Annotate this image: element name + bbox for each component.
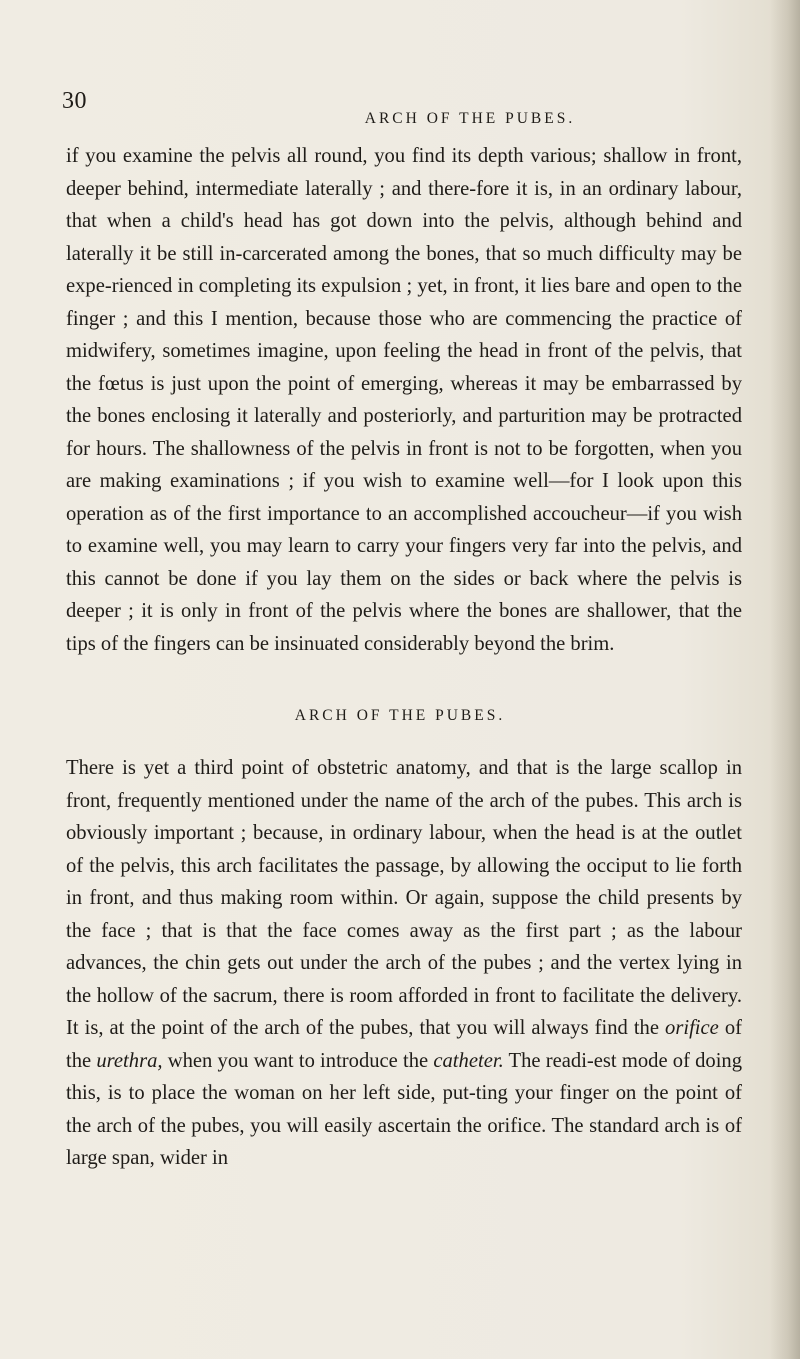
page-number: 30 — [62, 88, 87, 114]
paragraph-arch-of-pubes — [66, 752, 742, 1175]
page-edge-shadow — [770, 0, 800, 1359]
paragraph-continued: if you examine the pelvis all round, you find its depth various; shallow in front, deeper behind, intermediate laterally ; and there-fore it is, in an ordinary labour, that when a child's head has got down into the pelvis, although behind and laterally it be still in-carcerated among the bones, that so much difficulty may be expe-rienced in completing its expulsion ; yet, in front, it lies bare and open to the finger ; and this I mention, because those who are commencing the practice of midwifery, sometimes imagine, upon feeling the head in front of the pelvis, that the fœtus is just upon the point of emerging, whereas it may be embarrassed by the bones enclosing it laterally and posteriorly, and parturition may be protracted for hours. The shallowness of the pelvis in front is not to be forgotten, when you are making examinations ; if you wish to examine well—for I look upon this operation as of the first importance to an accomplished accoucheur—if you wish to examine well, you may learn to carry your fingers very far into the pelvis, and this cannot be done if you lay them on the sides or back where the pelvis is deeper ; it is only in front of the pelvis where the bones are shallower, that the tips of the fingers can be insinuated considerably beyond the brim. — [66, 145, 742, 655]
section-heading: ARCH OF THE PUBES. — [294, 707, 506, 724]
paragraph-text: There is yet a third point of obstetric anatomy, and that is the large scallop in front, frequently mentioned under the name of the arch of the pubes. This arch is obviously important ; because, in ordinary labour, when the head is at the outlet of the pelvis, this arch facilitates the passage, by allowing the occiput to lie forth in front, and thus making room within. Or again, suppose the child presents by the face ; that is that the face comes away as the first part ; as the labour advances, the chin gets out under the arch of the pubes ; and the vertex lying in the hollow of the sacrum, there is room afforded in front to facilitate the delivery. It is, at the point of the arch of the pubes, that you will always find the — [66, 757, 742, 1039]
running-head: ARCH OF THE PUBES. — [364, 110, 576, 127]
paragraph-text: The readi-est mode of doing this, is to place the woman on her left side, put-ting your finger on the point of the arch of the pubes, you will easily ascertain the orifice. The standard arch is of large span, wider in — [66, 1049, 743, 1169]
italic-term-catheter: catheter. — [433, 1049, 504, 1072]
paragraph-text: when you want to introduce the — [167, 1049, 429, 1072]
italic-term-urethra: urethra, — [96, 1049, 163, 1072]
paragraph-text: of the — [66, 1017, 743, 1072]
italic-term-orifice: orifice — [665, 1017, 719, 1039]
